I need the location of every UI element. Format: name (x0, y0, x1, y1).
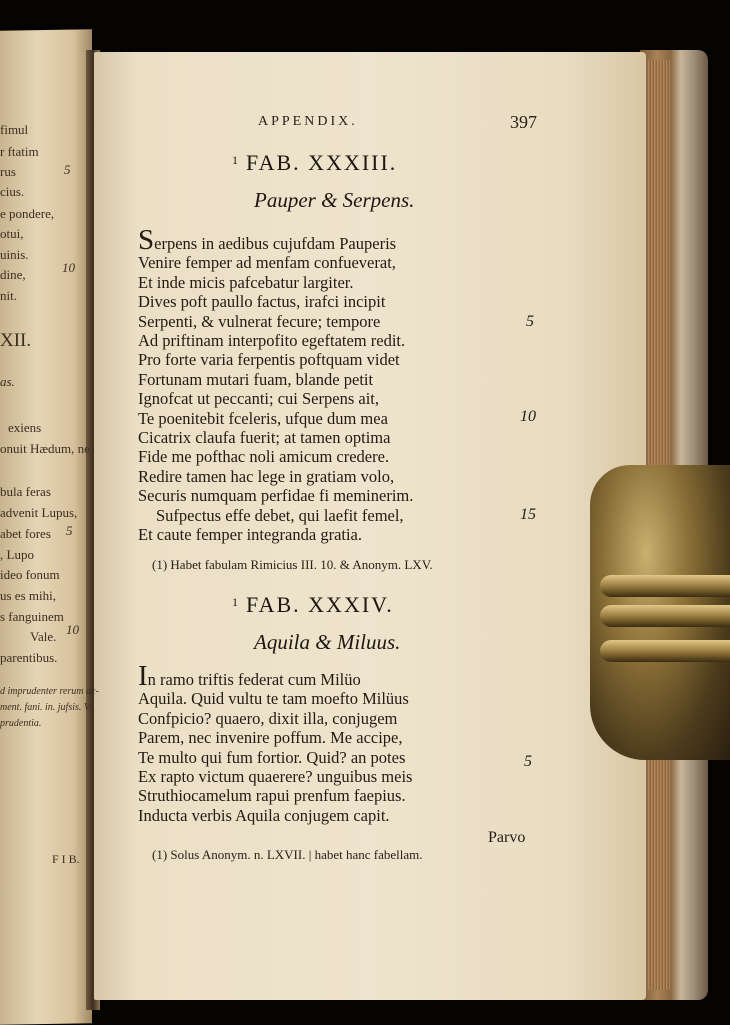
left-fragment: abet fores (0, 526, 51, 541)
left-line-number: 5 (64, 162, 71, 177)
clasp-band (600, 605, 730, 627)
left-fragment: uinis. (0, 247, 29, 262)
running-head: APPENDIX. (258, 114, 358, 129)
verse-line: Securis numquam perfidae fi meminerim. (138, 486, 414, 506)
verse-line: Venire femper ad menfam confueverat, (138, 253, 396, 273)
left-fragment: cius. (0, 184, 25, 199)
left-fragment: fimul (0, 122, 29, 137)
left-fragment: parentibus. (0, 650, 58, 665)
fable-1-title-text: FAB. XXXIII. (246, 150, 398, 175)
verse-line: Redire tamen hac lege in gratiam volo, (138, 466, 395, 486)
verse-line: Parem, nec invenire poffum. Me accipe, (138, 728, 403, 748)
fable-2-title-text: FAB. XXXIV. (246, 592, 394, 617)
clasp-band (600, 640, 730, 662)
left-fragment: e pondere, (0, 206, 55, 221)
verse-line: Et caute femper integranda gratia. (138, 525, 363, 545)
left-fragment: exiens (8, 420, 42, 435)
verse-line: Et inde micis pafcebatur largiter. (138, 272, 354, 292)
verse-line: In ramo triftis federat cum Milüo (138, 660, 361, 692)
verse-line: Serpens in aedibus cujufdam Pauperis (138, 224, 397, 256)
left-footnote: d imprudenter rerum ac- (0, 686, 99, 697)
left-fragment: nit. (0, 288, 17, 303)
left-fragment: us es mihi, (0, 588, 56, 603)
verse-line: Confpicio? quaero, dixit illa, conjugem (138, 708, 398, 728)
left-fragment: onuit Hædum, ne (0, 441, 90, 456)
verse-line: Serpenti, & vulnerat fecure; tempore (138, 311, 381, 331)
line-number: 5 (524, 753, 532, 770)
fable-1-footnote: (1) Habet fabulam Rimicius III. 10. & Anonym. LXV. (152, 557, 433, 572)
verse-line: Inducta verbis Aquila conjugem capit. (138, 805, 390, 825)
left-fragment: advenit Lupus, (0, 505, 78, 520)
catchword: Parvo (488, 829, 526, 846)
left-heading: XII. (0, 330, 32, 351)
left-fragment: r ftatim (0, 144, 39, 159)
verse-line: Te multo qui fum fortior. Quid? an potes (138, 747, 406, 767)
line-number: 5 (526, 313, 534, 330)
verse-line: Cicatrix claufa fuerit; at tamen optima (138, 428, 391, 448)
left-footnote: prudentia. (0, 718, 42, 729)
verse-line: Te poenitebit fceleris, ufque dum mea (138, 408, 388, 428)
left-fragment: rus (0, 164, 16, 179)
left-fragment: s fanguinem (0, 609, 64, 624)
left-fragment: , Lupo (0, 547, 34, 562)
verse-line: Ex rapto victum quaerere? unguibus meis (138, 767, 413, 787)
fable-2-verses (138, 660, 413, 825)
page-number: 397 (510, 112, 537, 132)
fable-2-footnote: (1) Solus Anonym. n. LXVII. | habet hanc fabellam. (152, 847, 423, 862)
left-catchword: F I B. (52, 852, 80, 866)
verse-line: Pro forte varia ferpentis poftquam videt (138, 350, 400, 370)
left-line-number: 10 (66, 622, 79, 637)
left-fragment: otui, (0, 226, 24, 241)
left-fragment: as. (0, 374, 15, 389)
line-number: 10 (520, 408, 536, 425)
verse-line: Ad priftinam interpofito egeftatem redit. (138, 331, 406, 351)
left-fragment: dine, (0, 267, 26, 282)
left-fragment: Vale. (30, 629, 57, 644)
fable-2-subtitle: Aquila & Miluus. (254, 630, 401, 654)
fable-1-verses (138, 224, 414, 545)
note-mark: 1 (232, 595, 240, 609)
left-fragment: bula feras (0, 484, 51, 499)
left-fragment: ideo fonum (0, 567, 60, 582)
verse-line: Sufpectus effe debet, qui laefit femel, (156, 505, 404, 525)
left-line-number: 10 (62, 260, 75, 275)
fable-2-title (232, 592, 394, 618)
left-footnote: ment. fani. in. jufsis. V. (0, 702, 92, 713)
verse-line: Aquila. Quid vultu te tam moefto Milüus (138, 689, 409, 709)
verse-line: Fortunam mutari fuam, blande petit (138, 369, 374, 389)
note-mark: 1 (232, 153, 240, 167)
verse-line: Fide me pofthac noli amicum credere. (138, 447, 390, 467)
left-line-number: 5 (66, 523, 73, 538)
verse-line: Ignofcat ut peccanti; cui Serpens ait, (138, 389, 379, 409)
fable-1-title (232, 150, 397, 176)
verse-line: Struthiocamelum rapui prenfum faepius. (138, 786, 406, 806)
verse-line: Dives poft paullo factus, irafci incipit (138, 292, 386, 312)
clasp-band (600, 575, 730, 597)
fable-1-subtitle: Pauper & Serpens. (254, 188, 415, 212)
line-number: 15 (520, 506, 536, 523)
